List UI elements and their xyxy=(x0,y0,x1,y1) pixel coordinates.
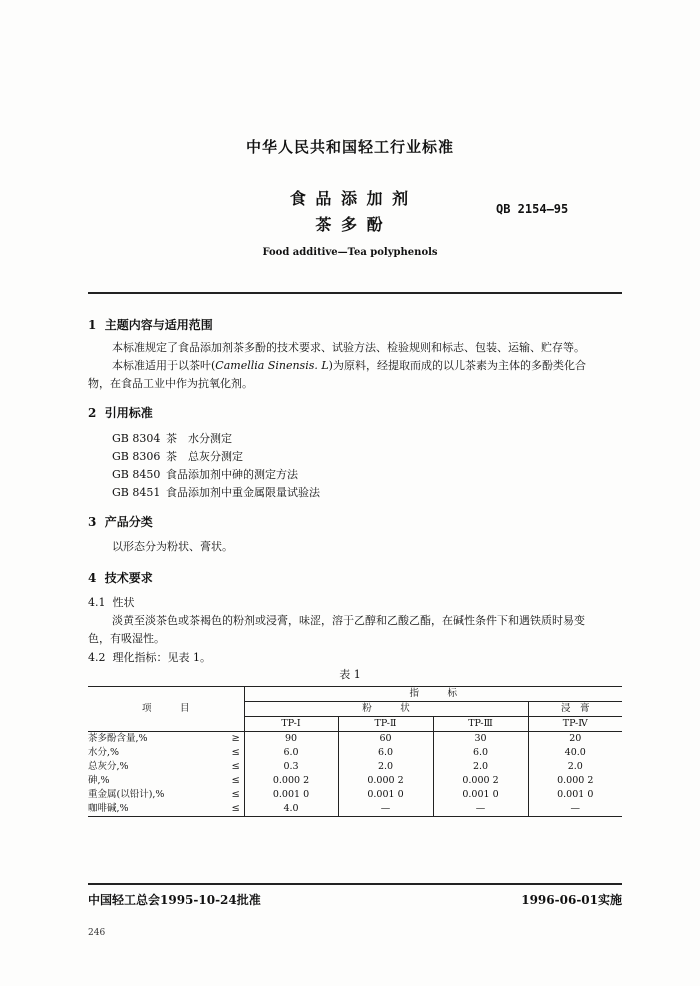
table-row xyxy=(88,760,622,774)
grade-header: TP-Ⅳ xyxy=(528,717,622,732)
subsection-4-1-number: 4.1 xyxy=(88,596,106,609)
section-3-heading xyxy=(88,513,153,530)
reference-item xyxy=(112,448,243,466)
section-1-paragraph-3: 物，在食品工业中作为抗氧化剂。 xyxy=(88,377,253,390)
table-cell: 0.3 xyxy=(244,760,338,774)
reference-name: 茶 总灰分测定 xyxy=(166,450,243,463)
reference-name: 茶 水分测定 xyxy=(166,432,232,445)
table-cell: 4.0 xyxy=(244,802,338,817)
section-4-title: 技术要求 xyxy=(104,571,153,585)
table-cell: 40.0 xyxy=(528,746,622,760)
section-2-title: 引用标准 xyxy=(104,406,153,420)
section-1-p2-end: )为原料，经提取而成的以儿茶素为主体的多酚类化合 xyxy=(328,359,586,372)
table-cell: 6.0 xyxy=(338,746,433,760)
table-cell: 6.0 xyxy=(244,746,338,760)
section-1-title: 主题内容与适用范围 xyxy=(104,318,213,332)
physicochemical-table xyxy=(88,686,622,817)
table-cell: 60 xyxy=(338,732,433,747)
comparison-symbol: ≤ xyxy=(231,775,240,786)
subsection-4-1-title: 性状 xyxy=(112,596,135,609)
subsection-4-1-heading xyxy=(88,594,135,612)
comparison-symbol: ≤ xyxy=(231,803,240,814)
section-4-number: 4 xyxy=(88,571,97,585)
table-row xyxy=(88,774,622,788)
section-2-number: 2 xyxy=(88,406,97,420)
standard-code: QB 2154—95 xyxy=(496,202,569,216)
table-caption: 表 1 xyxy=(339,668,361,681)
table-cell: 30 xyxy=(433,732,528,747)
table-cell: 6.0 xyxy=(433,746,528,760)
table-cell: 0.000 2 xyxy=(433,774,528,788)
row-item: 砷,% xyxy=(88,775,110,786)
section-3-title: 产品分类 xyxy=(104,515,153,529)
comparison-symbol: ≥ xyxy=(231,733,240,744)
row-item: 重金属(以铅计),% xyxy=(88,789,165,800)
latin-name: Camellia Sinensis. L xyxy=(215,359,329,372)
comparison-symbol: ≤ xyxy=(231,789,240,800)
subsection-4-1-paragraph-1: 淡黄至淡茶色或茶褐色的粉剂或浸膏，味涩，溶于乙醇和乙酸乙酯，在碱性条件下和遇铁质时易变 xyxy=(112,614,585,627)
table-cell: 0.001 0 xyxy=(338,788,433,802)
table-cell: 0.000 2 xyxy=(528,774,622,788)
subsection-4-2-text: 理化指标：见表 1。 xyxy=(112,651,211,664)
row-item: 总灰分,% xyxy=(88,761,129,772)
column-header-item: 项 目 xyxy=(88,687,244,732)
reference-code: GB 8450 xyxy=(112,468,161,481)
table-cell: 0.001 0 xyxy=(433,788,528,802)
column-header-index: 指 标 xyxy=(244,687,622,702)
section-1-paragraph-2 xyxy=(112,357,586,375)
reference-code: GB 8451 xyxy=(112,486,161,499)
section-3-number: 3 xyxy=(88,515,97,529)
table-row xyxy=(88,802,622,817)
reference-code: GB 8306 xyxy=(112,450,161,463)
column-header-powder: 粉 状 xyxy=(244,702,528,717)
table-cell: 90 xyxy=(244,732,338,747)
row-item: 茶多酚含量,% xyxy=(88,733,148,744)
reference-name: 食品添加剂中重金属限量试验法 xyxy=(166,486,320,499)
subsection-4-2-line xyxy=(88,649,211,667)
section-2-heading xyxy=(88,404,153,421)
row-item: 咖啡碱,% xyxy=(88,803,129,814)
table-cell: 20 xyxy=(528,732,622,747)
document-title: 食 品 添 加 剂 xyxy=(289,189,411,208)
org-standard-title: 中华人民共和国轻工行业标准 xyxy=(245,138,454,156)
approval-line: 中国轻工总会1995-10-24批准 xyxy=(88,893,261,907)
table-cell: 0.000 2 xyxy=(244,774,338,788)
table-cell: 0.001 0 xyxy=(528,788,622,802)
comparison-symbol: ≤ xyxy=(231,761,240,772)
page-number: 246 xyxy=(88,928,106,938)
table-row xyxy=(88,732,622,747)
section-4-heading xyxy=(88,569,153,586)
row-item: 水分,% xyxy=(88,747,120,758)
document-subtitle: 茶 多 酚 xyxy=(315,215,385,234)
table-cell: 2.0 xyxy=(528,760,622,774)
reference-item xyxy=(112,430,232,448)
table-cell: 2.0 xyxy=(433,760,528,774)
grade-header: TP-Ⅲ xyxy=(433,717,528,732)
reference-item xyxy=(112,484,320,502)
table-row xyxy=(88,788,622,802)
table-cell: — xyxy=(528,802,622,817)
english-title: Food additive—Tea polyphenols xyxy=(262,247,438,258)
section-1-p2-start: 本标准适用于以茶叶( xyxy=(112,359,216,372)
column-header-paste: 浸 膏 xyxy=(528,702,622,717)
table-cell: 0.001 0 xyxy=(244,788,338,802)
section-3-paragraph: 以形态分为粉状、膏状。 xyxy=(112,540,233,553)
subsection-4-1-paragraph-2: 色，有吸湿性。 xyxy=(88,632,165,645)
table-cell: — xyxy=(338,802,433,817)
table-row xyxy=(88,746,622,760)
header-divider xyxy=(88,292,622,294)
table-cell: — xyxy=(433,802,528,817)
effective-date: 1996-06-01实施 xyxy=(521,893,622,907)
grade-header: TP-Ⅰ xyxy=(244,717,338,732)
reference-item xyxy=(112,466,298,484)
section-1-heading xyxy=(88,316,213,333)
footer-divider xyxy=(88,883,622,885)
subsection-4-2-number: 4.2 xyxy=(88,651,106,664)
comparison-symbol: ≤ xyxy=(231,747,240,758)
grade-header: TP-Ⅱ xyxy=(338,717,433,732)
table-cell: 2.0 xyxy=(338,760,433,774)
section-1-paragraph-1: 本标准规定了食品添加剂茶多酚的技术要求、试验方法、检验规则和标志、包装、运输、贮存等。 xyxy=(112,341,585,354)
section-1-number: 1 xyxy=(88,318,97,332)
table-cell: 0.000 2 xyxy=(338,774,433,788)
reference-code: GB 8304 xyxy=(112,432,161,445)
reference-name: 食品添加剂中砷的测定方法 xyxy=(166,468,298,481)
